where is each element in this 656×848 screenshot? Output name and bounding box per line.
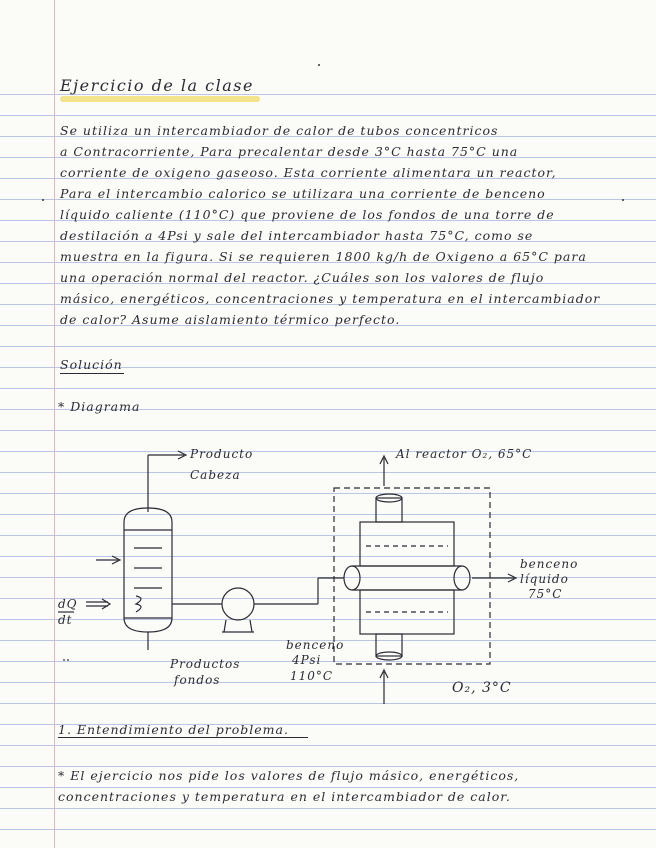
section-underline — [58, 737, 308, 738]
benzene-in-label: benceno — [286, 638, 345, 652]
ink-dot — [318, 64, 320, 66]
problem-line: una operación normal del reactor. ¿Cuáles son los valores de flujo — [60, 270, 545, 285]
exchanger-shell — [360, 522, 454, 566]
benzene-out-label: líquido — [520, 572, 569, 586]
section-heading: 1. Entendimiento del problema. — [58, 722, 289, 737]
problem-line: Se utiliza un intercambiador de calor de tubos concentricos — [60, 123, 499, 138]
reboiler-coil — [136, 596, 141, 612]
ink-dot — [63, 659, 65, 661]
dt-label: dt — [58, 613, 73, 627]
ink-dot — [622, 199, 624, 201]
arrow-head — [102, 599, 110, 609]
problem-line: muestra en la figura. Si se requieren 1800 kg/h de Oxigeno a 65°C para — [60, 249, 587, 264]
problem-line: líquido caliente (110°C) que proviene de los fondos de una torre de — [60, 207, 555, 222]
top-product-label: Cabeza — [190, 468, 241, 482]
benzene-out-label: 75°C — [528, 587, 563, 601]
problem-line: Para el intercambio calorico se utilizara una corriente de benceno — [60, 186, 546, 201]
oxygen-in-label: O₂, 3°C — [452, 680, 512, 696]
top-product-label: Producto — [190, 447, 254, 461]
exchanger-pipe-end — [344, 566, 360, 590]
title-highlight — [60, 96, 260, 102]
problem-line: másico, energéticos, concentraciones y temperatura en el intercambiador — [60, 291, 601, 306]
section-text-line: concentraciones y temperatura en el intercambiador de calor. — [58, 789, 511, 804]
problem-line: de calor? Asume aislamiento térmico perfecto. — [60, 312, 401, 327]
problem-line: corriente de oxigeno gaseoso. Esta corriente alimentara un reactor, — [60, 165, 557, 180]
benzene-in-label: 110°C — [290, 669, 334, 683]
process-diagram — [0, 430, 656, 720]
pump — [222, 588, 254, 620]
distillation-column — [124, 508, 172, 632]
solution-underline — [60, 373, 124, 374]
dq-label: dQ — [58, 597, 78, 611]
ink-dot — [42, 199, 44, 201]
solution-heading: Solución — [60, 357, 123, 372]
benzene-in-label: 4Psi — [292, 653, 322, 667]
diagram-heading: * Diagrama — [58, 399, 141, 414]
reactor-label: Al reactor O₂, 65°C — [396, 447, 533, 461]
page-margin-line — [54, 0, 55, 848]
problem-line: destilación a 4Psi y sale del intercambiador hasta 75°C, como se — [60, 228, 534, 243]
ink-dot — [67, 659, 69, 661]
pump-leg — [224, 620, 226, 632]
problem-line: a Contracorriente, Para precalentar desde 3°C hasta 75°C una — [60, 144, 519, 159]
heat-exchanger-boundary — [334, 488, 490, 664]
exchanger-pipe-end — [454, 566, 470, 590]
pump-leg — [250, 620, 252, 632]
benzene-out-label: benceno — [520, 557, 579, 571]
bottoms-label: fondos — [174, 673, 221, 687]
page-title: Ejercicio de la clase — [60, 76, 254, 95]
page-top-margin — [0, 0, 656, 74]
bottoms-label: Productos — [170, 657, 241, 671]
section-text-line: * El ejercicio nos pide los valores de flujo másico, energéticos, — [58, 768, 520, 783]
